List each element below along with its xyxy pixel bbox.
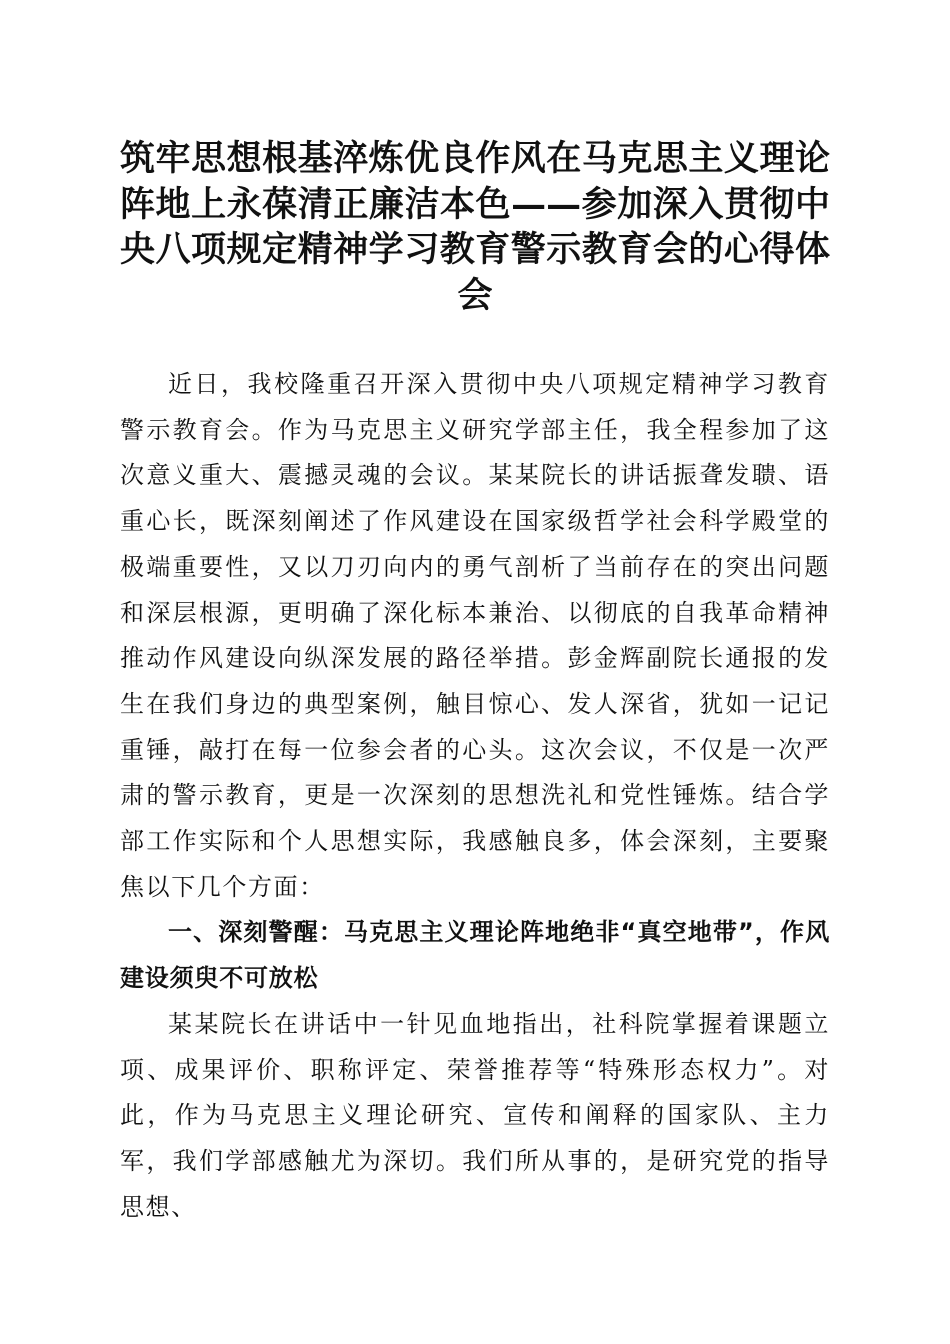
section-1-paragraph: 某某院长在讲话中一针见血地指出，社科院掌握着课题立项、成果评价、职称评定、荣誉推荐等“特殊形态权力”。对此，作为马克思主义理论研究、宣传和阐释的国家队、主力军，我们学部感触尤为深切。我们所从事的，是研究党的指导思想、	[120, 1009, 830, 1221]
section-heading-1: 一、深刻警醒：马克思主义理论阵地绝非“真空地带”，作风建设须臾不可放松	[120, 918, 830, 993]
intro-paragraph: 近日，我校隆重召开深入贯彻中央八项规定精神学习教育警示教育会。作为马克思主义研究学部主任，我全程参加了这次意义重大、震撼灵魂的会议。某某院长的讲话振聋发聩、语重心长，既深刻阐述了作风建设在国家级哲学社会科学殿堂的极端重要性，又以刀刃向内的勇气剖析了当前存在的突出问题和深层根源，更明确了深化标本兼治、以彻底的自我革命精神推动作风建设向纵深发展的路径举措。彭金辉副院长通报的发生在我们身边的典型案例，触目惊心、发人深省，犹如一记记重锤，敲打在每一位参会者的心头。这次会议，不仅是一次严肃的警示教育，更是一次深刻的思想洗礼和党性锤炼。结合学部工作实际和个人思想实际，我感触良多，体会深刻，主要聚焦以下几个方面：	[120, 370, 830, 901]
document-body	[120, 362, 830, 1230]
document-title: 筑牢思想根基淬炼优良作风在马克思主义理论阵地上永葆清正廉洁本色——参加深入贯彻中央八项规定精神学习教育警示教育会的心得体会	[120, 138, 830, 316]
